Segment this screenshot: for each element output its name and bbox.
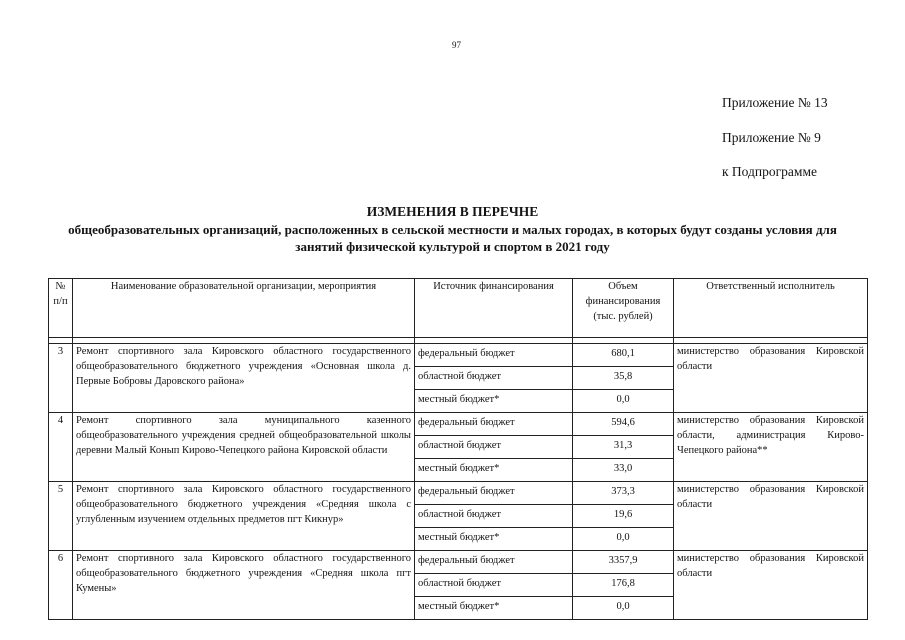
row-number: 5 [49, 482, 73, 551]
appendix-line-1: Приложение № 13 [722, 95, 828, 110]
funding-source: федеральный бюджет [415, 413, 573, 436]
header-source: Источник финансирования [415, 279, 573, 338]
organization-name: Ремонт спортивного зала Кировского областного государственного общеобразовательного бюджетного учреждения «Основная школа д. Первые Бобровы Даровского района» [73, 344, 415, 413]
financing-table [48, 278, 868, 620]
funding-volume: 0,0 [573, 528, 674, 551]
appendix-line-2: Приложение № 9 [722, 130, 821, 145]
organization-name: Ремонт спортивного зала муниципального казенного общеобразовательного учреждения средней общеобразовательной школы деревни Малый Конып Кирово-Чепецкого района Кировской области [73, 413, 415, 482]
funding-volume: 176,8 [573, 574, 674, 597]
header-num: № п/п [49, 279, 73, 338]
responsible-executor: министерство образования Кировской области [674, 482, 868, 551]
header-responsible: Ответственный исполнитель [674, 279, 868, 338]
funding-source: местный бюджет* [415, 459, 573, 482]
row-number: 3 [49, 344, 73, 413]
document-subtitle: общеобразовательных организаций, расположенных в сельской местности и малых городах, в которых будут созданы условия для занятий физической культурой и спортом в 2021 году [68, 222, 837, 254]
funding-volume: 0,0 [573, 390, 674, 413]
table-row [49, 482, 868, 505]
funding-volume: 373,3 [573, 482, 674, 505]
funding-source: областной бюджет [415, 505, 573, 528]
funding-source: областной бюджет [415, 574, 573, 597]
responsible-executor: министерство образования Кировской области [674, 344, 868, 413]
row-number: 4 [49, 413, 73, 482]
funding-volume: 0,0 [573, 597, 674, 620]
organization-name: Ремонт спортивного зала Кировского областного государственного общеобразовательного бюджетного учреждения «Средняя школа с углубленным изучением отдельных предметов пгт Кикнур» [73, 482, 415, 551]
funding-volume: 3357,9 [573, 551, 674, 574]
table-row [49, 344, 868, 367]
funding-volume: 31,3 [573, 436, 674, 459]
funding-source: местный бюджет* [415, 528, 573, 551]
funding-source: федеральный бюджет [415, 344, 573, 367]
funding-volume: 19,6 [573, 505, 674, 528]
document-title: ИЗМЕНЕНИЯ В ПЕРЕЧНЕ [366, 204, 539, 219]
funding-volume: 33,0 [573, 459, 674, 482]
funding-source: областной бюджет [415, 367, 573, 390]
appendix-line-3: к Подпрограмме [722, 164, 817, 179]
page-number: 97 [452, 40, 461, 50]
funding-volume: 35,8 [573, 367, 674, 390]
funding-source: федеральный бюджет [415, 482, 573, 505]
funding-source: федеральный бюджет [415, 551, 573, 574]
table-row [49, 551, 868, 574]
row-number: 6 [49, 551, 73, 620]
header-name: Наименование образовательной организации, мероприятия [73, 279, 415, 338]
header-volume: Объем финансирования (тыс. рублей) [573, 279, 674, 338]
responsible-executor: министерство образования Кировской области, администрация Кирово-Чепецкого района** [674, 413, 868, 482]
funding-source: областной бюджет [415, 436, 573, 459]
funding-source: местный бюджет* [415, 597, 573, 620]
table-row [49, 413, 868, 436]
organization-name: Ремонт спортивного зала Кировского областного государственного общеобразовательного бюджетного учреждения «Средняя школа пгт Кумены» [73, 551, 415, 620]
funding-volume: 680,1 [573, 344, 674, 367]
funding-source: местный бюджет* [415, 390, 573, 413]
responsible-executor: министерство образования Кировской области [674, 551, 868, 620]
table-header-row [49, 279, 868, 338]
funding-volume: 594,6 [573, 413, 674, 436]
